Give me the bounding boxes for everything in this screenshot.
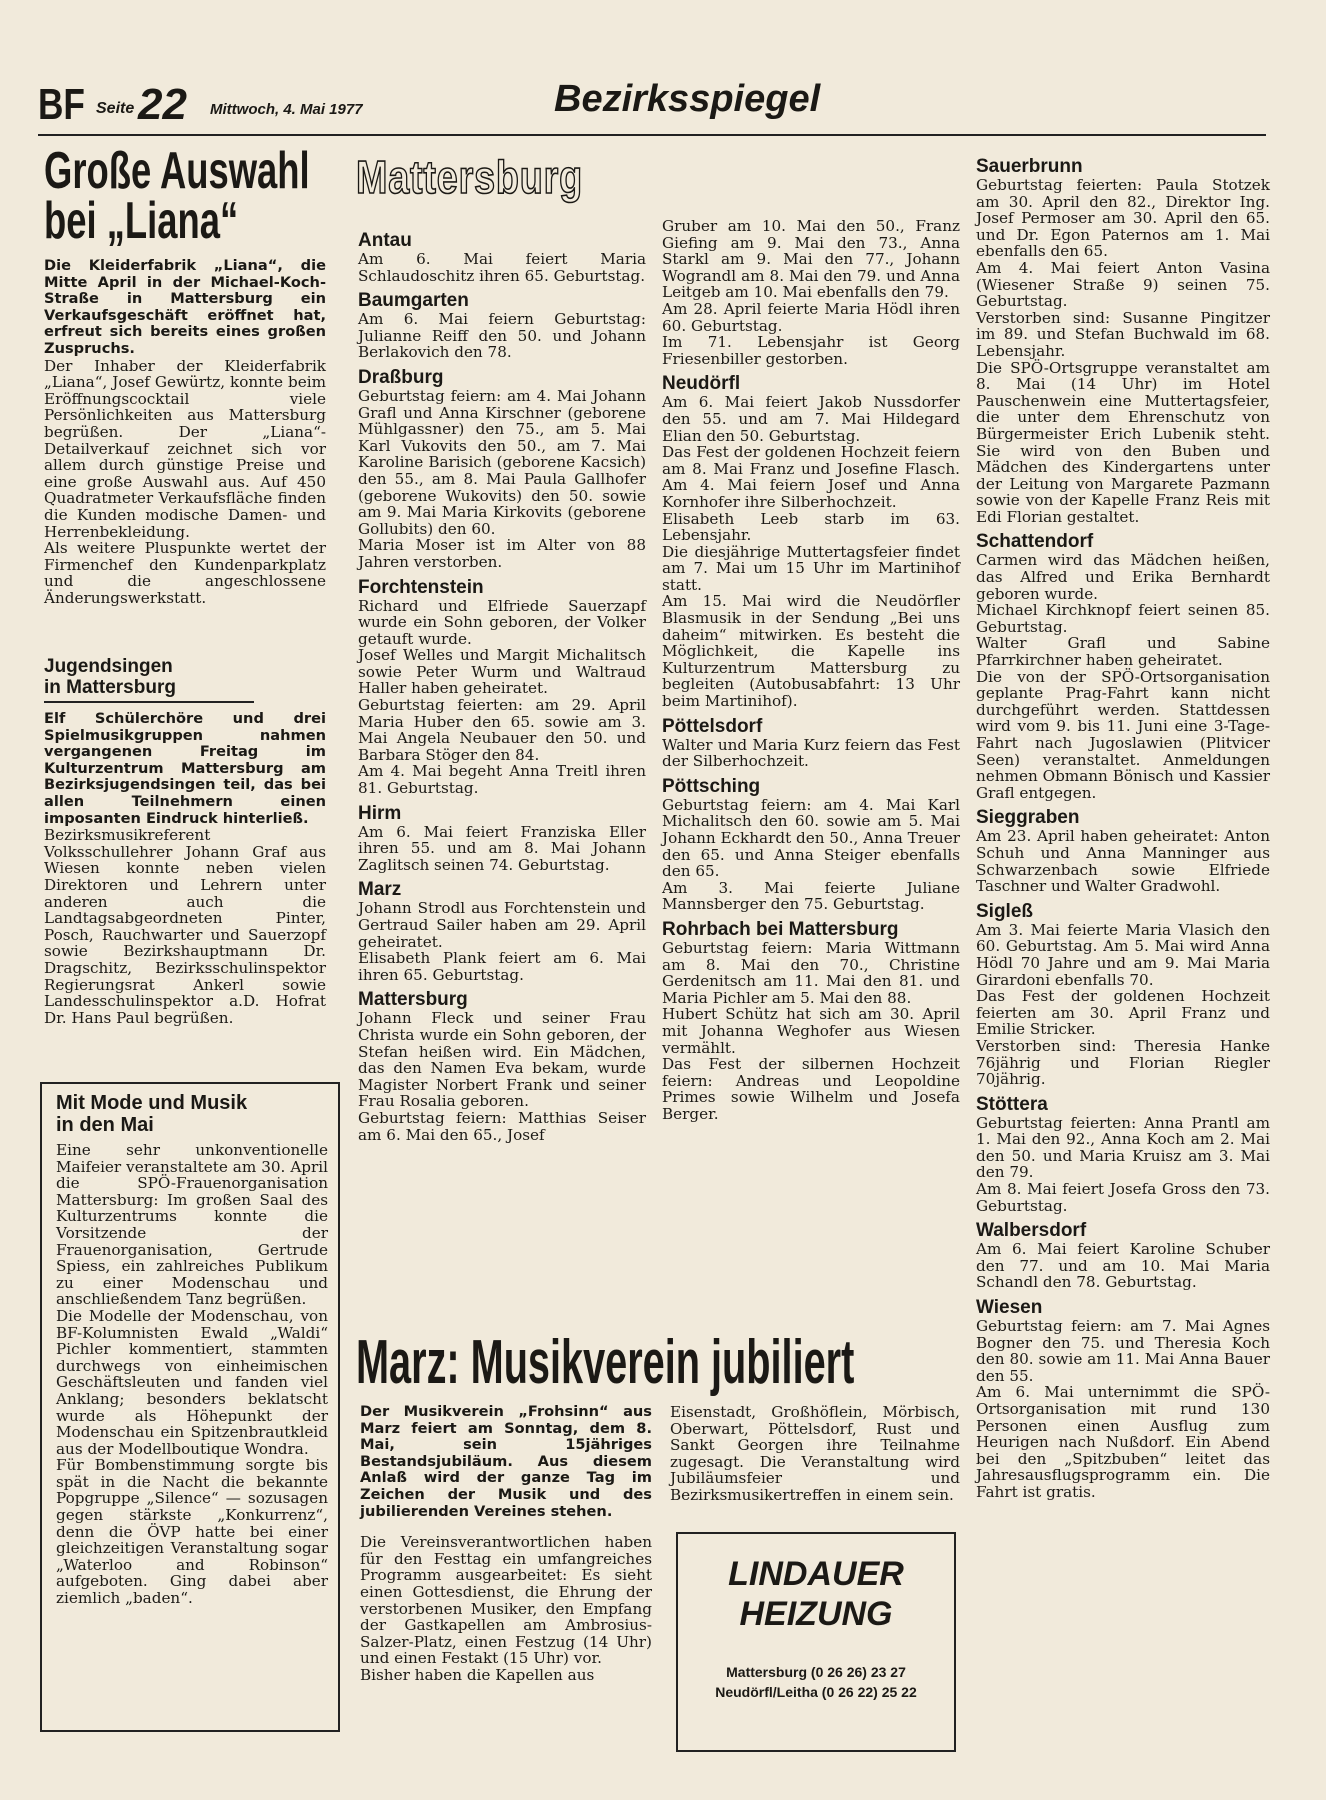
jugend-headline-2: in Mattersburg [44, 677, 176, 698]
ad-line-2: HEIZUNG [739, 1595, 893, 1633]
right-col-heading: Walbersdorf [976, 1220, 1087, 1242]
right-col-heading: Stöttera [976, 1093, 1048, 1115]
mattersburg-col2-heading: Rohrbach bei Mattersburg [662, 918, 899, 940]
ad-phone-2: Neudörfl/Leitha (0 26 22) 25 22 [715, 1684, 917, 1700]
mode-headline-2: in den Mai [56, 1114, 154, 1136]
right-col-heading: Schattendorf [976, 531, 1094, 553]
ad-line-1: LINDAUER [728, 1555, 904, 1593]
jugend-rule [44, 701, 254, 703]
right-col-heading: Wiesen [976, 1297, 1043, 1319]
mattersburg-column-2 [662, 218, 960, 1123]
jugend-lead: Elf Schülerchöre und drei Spielmusikgruppen nahmen vergangenen Freitag im Kulturzentrum Mattersburg am Bezirksjugendsingen teil, das bei allen Teilnehmern einen imposanten Eindruck hinterließ. [44, 710, 326, 827]
mattersburg-banner-graphic [640, 150, 950, 202]
right-col-text: Am 3. Mai feierte Maria Vlasich den 60. Geburtstag. Am 5. Mai wird Anna Hödl 70 Jahre und am 9. Mai Maria Girardoni ebenfalls 70. Das Fest der goldenen Hochzeit feierten am 30. April Franz und Emilie Stricker. Verstorben sind: Theresia Hanke 76jährig und Florian Riegler 70jährig. [976, 920, 1270, 1089]
masthead-section: Bezirksspiegel [554, 78, 821, 120]
mattersburg-column-1 [358, 224, 646, 1143]
mattersburg-col2-text: Walter und Maria Kurz feiern das Fest der Silberhochzeit. [662, 735, 960, 771]
mode-headline-1: Mit Mode und Musik [56, 1092, 248, 1114]
right-column [976, 150, 1270, 1501]
marz-headline: Marz: Musikverein jubiliert [356, 1328, 855, 1397]
marz-body: Die Vereinsverantwortlichen haben für den Festtag ein umfangreiches Programm ausgearbeitet: Es sieht einen Gottesdienst, die Ehrung der verstorbenen Musiker, den Empfang der Gastkapellen am Ambrosius-Salzer-Platz, einen Festzug (14 Uhr) und einen Festakt (15 Uhr) vor. Bisher haben die Kapellen aus [360, 1533, 652, 1684]
mattersburg-col1-heading: Baumgarten [358, 290, 469, 312]
right-col-text: Am 6. Mai feiert Karoline Schuber den 77. und am 10. Mai Maria Schandl den 78. Geburtstag. [976, 1240, 1270, 1292]
masthead [38, 78, 1268, 129]
right-col-text: Geburtstag feierten: Paula Stotzek am 30. April den 82., Direktor Ing. Josef Permoser am 30. April den 65. und Dr. Egon Paternos am 1. Mai ebenfalls den 65. Am 4. Mai feiert Anton Vasina (Wiesener Straße 9) seinen 75. Geburtstag. Verstorben sind: Susanne Pingitzer im 89. und Stefan Buchwald im 68. Lebensjahr. Die SPÖ-Ortsgruppe veranstaltet am 8. Mai (14 Uhr) im Hotel Pauschenwein eine Muttertagsfeier, die unter dem Ehrenschutz von Bürgermeister Erich Lubenik steht. Sie wird von den Buben und Mädchen des Kindergartens unter der Leitung von Margarete Pazmann sowie von der Kapelle Franz Reis mit Edi Florian gestaltet. [976, 176, 1270, 526]
mattersburg-col2-text: Am 6. Mai feiert Jakob Nussdorfer den 55. und am 7. Mai Hildegard Elian den 50. Geburtstag. Das Fest der goldenen Hochzeit feiern am 8. Mai Franz und Josefine Flasch. Am 4. Mai feiern Josef und Anna Kornhofer ihre Silberhochzeit. Elisabeth Leeb starb im 63. Lebensjahr. Die diesjährige Muttertagsfeier findet am 7. Mai um 15 Uhr im Martinihof statt. Am 15. Mai wird die Neudörfler Blasmusik in der Sendung „Bei uns daheim“ mitwirken. Es besteht die Möglichkeit, die Kapelle ins Kulturzentrum Mattersburg zu begleiten (Autobusabfahrt: 13 Uhr beim Martinihof). [662, 393, 960, 711]
mattersburg-col2-text: Geburtstag feiern: am 4. Mai Karl Michalitsch den 60. sowie am 5. Mai Johann Eckhardt den 50., Anna Treuer den 65. und Anna Steiger ebenfalls den 65. Am 3. Mai feierte Juliane Mannsberger den 75. Geburtstag. [662, 795, 960, 914]
mattersburg-col1-text: Am 6. Mai feiert Maria Schlaudoschitz ihren 65. Geburtstag. [358, 250, 646, 285]
right-col-heading: Sieggraben [976, 807, 1080, 829]
jugend-body: Bezirksmusikreferent Volksschullehrer Johann Graf aus Wiesen konnte neben vielen Direktoren und Lehrern unter anderen auch die Landtagsabgeordneten Pinter, Posch, Rauchwarter und Sauerzopf sowie Bezirkshauptmann Dr. Dragschitz, Bezirksschulinspektor Regierungsrat Ankerl sowie Landesschulinspektor a.D. Hofrat Dr. Hans Paul begrüßen. [44, 826, 326, 1027]
right-col-text: Carmen wird das Mädchen heißen, das Alfred und Erika Bernhardt geboren wurde. Michael Kirchknopf feiert seinen 85. Geburtstag. Walter Grafl und Sabine Pfarrkirchner haben geheiratet. Die von der SPÖ-Ortsorganisation geplante Prag-Fahrt kann nicht durchgeführt werden. Stattdessen wird vom 9. bis 11. Juni eine 3-Tage-Fahrt nach Jugoslawien (Plitvicer Seen) veranstaltet. Anmeldungen nehmen Obmann Bönisch und Kassier Grafl entgegen. [976, 551, 1270, 802]
mattersburg-banner [356, 150, 633, 204]
liana-headline-2: bei „Liana“ [44, 192, 239, 250]
marz-article [360, 1404, 652, 1684]
ad-phone-1: Mattersburg (0 26 26) 23 27 [726, 1664, 906, 1680]
marz-body-2: Eisenstadt, Großhöflein, Mörbisch, Oberwart, Pöttelsdorf, Rust und Sankt Georgen ihre Teilnahme zugesagt. Die Veranstaltung wird Jubiläumsfeier und Bezirksmusikertreffen in einem sein. [670, 1403, 960, 1504]
liana-article [44, 142, 326, 607]
right-col-text: Geburtstag feierten: Anna Prantl am 1. Mai den 92., Anna Koch am 2. Mai den 50. und Maria Kruisz am 3. Mai den 79. Am 8. Mai feiert Josefa Gross den 73. Geburtstag. [976, 1113, 1270, 1215]
mattersburg-col1-heading: Forchtenstein [358, 576, 484, 598]
mattersburg-col2-heading: Pöttelsdorf [662, 715, 763, 737]
liana-body: Der Inhaber der Kleiderfabrik „Liana“, Josef Gewürtz, konnte beim Eröffnungscocktail viele Persönlichkeiten aus Mattersburg begrüßen. Der „Liana“-Detailverkauf zeichnet sich vor allem durch günstige Preise und eine große Auswahl aus. Auf 450 Quadratmeter Verkaufsfläche finden die Kunden modische Damen- und Herrenbekleidung. Als weitere Pluspunkte wertet der Firmenchef den Kundenparkplatz und die angeschlossene Änderungswerkstatt. [44, 356, 326, 607]
mattersburg-col1-text: Richard und Elfriede Sauerzapf wurde ein Sohn geboren, der Volker getauft wurde. Josef Welles und Margit Michalitsch sowie Peter Wurm und Waltraud Haller haben geheiratet. Geburtstag feierten: am 29. April Maria Huber den 65. sowie am 3. Mai Angela Neubauer den 50. und Barbara Stöger den 84. Am 4. Mai begeht Anna Treitl ihren 81. Geburtstag. [358, 596, 646, 798]
mattersburg-col1-heading: Marz [358, 879, 402, 901]
mode-body: Eine sehr unkonventionelle Maifeier veranstaltete am 30. April die SPÖ-Frauenorganisation Mattersburg: Im großen Saal des Kulturzentrums konnte die Vorsitzende der Frauenorganisation, Gertrude Spiess, ein zahlreiches Publikum zu einer Modenschau und anschließendem Tanz begrüßen. Die Modelle der Modenschau, von BF-Kolumnisten Ewald „Waldi“ Pichler kommentiert, stammten durchwegs von einheimischen Geschäftsleuten und fanden viel Anklang; besonders beklatscht wurde als Höhepunkt der Modenschau ein Spitzenbrautkleid aus der Modellboutique Wondra. Für Bombenstimmung sorgte bis spät in die Nacht die bekannte Popgruppe „Silence“ — sozusagen gegen stärkste „Konkurrenz“, denn die ÖVP hatte bei einer gleichzeitigen Veranstaltung sogar „Waterloo and Robinson“ aufgeboten. Ging dabei aber ziemlich „baden“. [56, 1141, 328, 1608]
liana-lead: Die Kleiderfabrik „Liana“, die Mitte April in der Michael-Koch-Straße in Mattersburg ein Verkaufsgeschäft eröffnet hat, erfreut sich bereits eines großen Zuspruchs. [44, 257, 326, 357]
mattersburg-col1-heading: Antau [358, 230, 412, 251]
mattersburg-col1-heading: Mattersburg [358, 989, 468, 1011]
masthead-seite: Seite [96, 100, 135, 117]
liana-headline-1: Große Auswahl [44, 142, 310, 200]
mattersburg-col1-text: Johann Fleck und seiner Frau Christa wurde ein Sohn geboren, der Stefan heißen wird. Ein Mädchen, das den Namen Eva bekam, wurde Magister Norbert Frank und seiner Frau Rosalia geboren. Geburtstag feiern: Matthias Seiser am 6. Mai den 65., Josef [358, 1009, 646, 1144]
mattersburg-col1-heading: Hirm [358, 802, 402, 824]
masthead-rule [38, 134, 1266, 136]
mattersburg-col2-heading: Neudörfl [662, 373, 741, 395]
mode-article [56, 1092, 328, 1607]
masthead-date: Mittwoch, 4. Mai 1977 [210, 101, 363, 118]
mattersburg-col1-text: Am 6. Mai feiern Geburtstag: Julianne Reiff den 50. und Johann Berlakovich den 78. [358, 310, 646, 362]
right-col-heading: Sigleß [976, 900, 1034, 922]
mattersburg-title: Mattersburg [356, 151, 583, 203]
mattersburg-col2-text: Geburtstag feiern: Maria Wittmann am 8. Mai den 70., Christine Gerdenitsch am 11. Mai den 81. und Maria Pichler am 5. Mai den 88. Hubert Schütz hat sich am 30. April mit Johanna Weghofer aus Wiesen vermählt. Das Fest der silbernen Hochzeit feiern: Andreas und Leopoldine Primes sowie Wilhelm und Josefa Berger. [662, 938, 960, 1123]
mattersburg-col1-text: Johann Strodl aus Forchtenstein und Gertraud Sailer haben am 29. April geheiratet. Elisabeth Plank feiert am 6. Mai ihren 65. Geburtstag. [358, 899, 646, 984]
marz-article-2 [670, 1404, 960, 1504]
right-col-text: Am 23. April haben geheiratet: Anton Schuh und Anna Manninger aus Schwarzenbach sowie Elfriede Taschner und Walter Gradwohl. [976, 827, 1270, 896]
marz-lead: Der Musikverein „Frohsinn“ aus Marz feiert am Sonntag, dem 8. Mai, sein 15jähriges Bestandsjubiläum. Aus diesem Anlaß wird der ganze Tag im Zeichen der Musik und des jubilierenden Vereines stehen. [360, 1403, 652, 1520]
jugend-article [44, 656, 326, 1026]
mattersburg-col1-text: Am 6. Mai feiert Franziska Eller ihren 55. und am 8. Mai Johann Zaglitsch seinen 74. Geburtstag. [358, 822, 646, 874]
right-col-text: Geburtstag feiern: am 7. Mai Agnes Bogner den 75. und Theresia Koch den 80. sowie am 11. Mai Anna Bauer den 55. Am 6. Mai unternimmt die SPÖ-Ortsorganisation mit rund 130 Personen einen Ausflug zum Heurigen nach Nußdorf. Ein Abend bei den „Spitzbuben“ leitet das Jahresausflugsprogramm ein. Die Fahrt ist gratis. [976, 1317, 1270, 1501]
mattersburg-col1-heading: Draßburg [358, 366, 444, 388]
lindauer-ad [676, 1532, 956, 1752]
right-col-heading: Sauerbrunn [976, 156, 1083, 177]
masthead-page-number: 22 [138, 80, 187, 129]
mattersburg-col1-text: Geburtstag feiern: am 4. Mai Johann Grafl und Anna Kirschner (geborene Mühlgassner) den 75., am 5. Mai Karl Vukovits den 50., am 7. Mai Karoline Barisich (geborene Kacsich) den 55., am 8. Mai Paula Gallhofer (geborene Wukovits) den 50. sowie am 9. Mai Maria Kirkovits (geborene Gollubits) den 60. Maria Moser ist im Alter von 88 Jahren verstorben. [358, 386, 646, 571]
mattersburg-col2-heading: Pöttsching [662, 775, 761, 797]
masthead-logo: BF [38, 80, 85, 129]
mattersburg-col2-intro: Gruber am 10. Mai den 50., Franz Giefing am 9. Mai den 73., Anna Starkl am 9. Mai den 77., Johann Wograndl am 8. Mai den 79. und Anna Leitgeb am 10. Mai ebenfalls den 79. Am 28. April feierte Maria Hödl ihren 60. Geburtstag. Im 71. Lebensjahr ist Georg Friesenbiller gestorben. [662, 217, 960, 368]
jugend-headline-1: Jugendsingen [44, 656, 173, 677]
